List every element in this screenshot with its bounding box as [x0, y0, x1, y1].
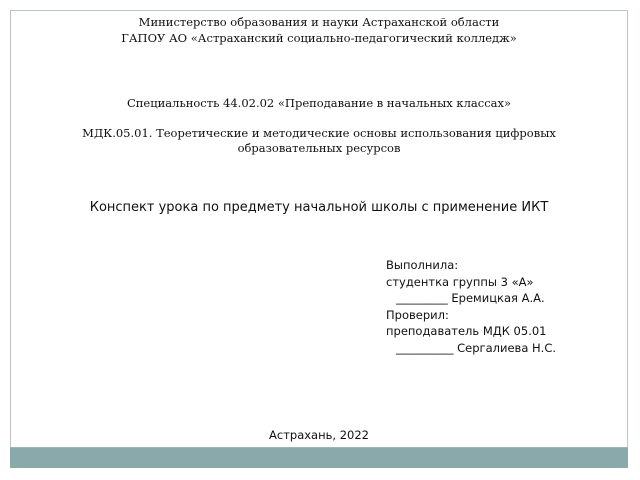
institution-header [10, 14, 628, 46]
teacher-role: преподаватель МДК 05.01 [386, 324, 547, 338]
student-name: _________ Еремицкая А.А. [396, 291, 545, 305]
performed-label: Выполнила: [386, 258, 459, 272]
ministry-name: Министерство образования и науки Астраханской области [138, 15, 500, 29]
author-info [386, 257, 556, 356]
checked-label: Проверил: [386, 307, 449, 322]
student-group: студентка группы 3 «А» [386, 274, 534, 289]
document-title: Конспект урока по предмету начальной школы с применение ИКТ [89, 200, 549, 215]
footer-band [10, 447, 628, 468]
document-page [10, 10, 628, 468]
teacher-name: __________ Сергалиева Н.С. [396, 340, 557, 355]
city-year: Астрахань, 2022 [269, 428, 369, 442]
mdk-line: МДК.05.01. Теоретические и методические основы использования цифровых образовательных ресурсов [82, 126, 556, 155]
specialty-line: Специальность 44.02.02 «Преподавание в начальных классах» [126, 96, 512, 110]
college-name: ГАПОУ АО «Астраханский социально-педагогический колледж» [121, 31, 517, 45]
